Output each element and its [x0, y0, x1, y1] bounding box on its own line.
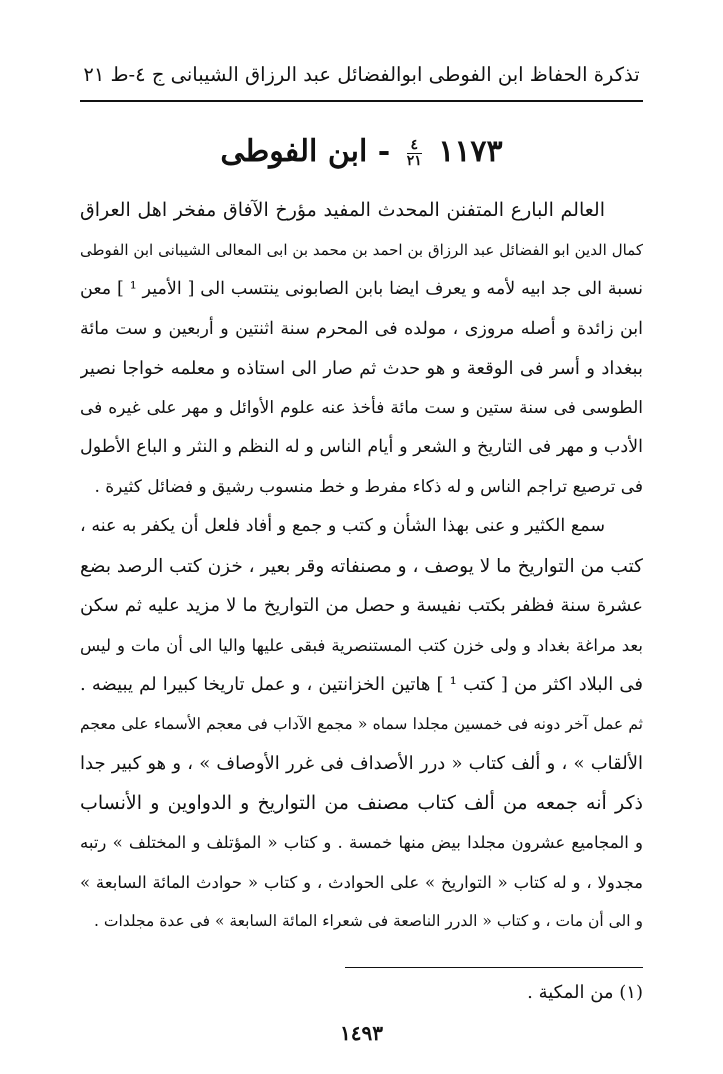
entry-fraction	[407, 138, 422, 169]
biography-text	[80, 191, 643, 942]
text-line: عشرة سنة فظفر بكتب نفيسة و حصل من التواريخ ما لا مزيد عليه ثم سكن	[80, 595, 643, 616]
text-line: فى ترصيع تراجم الناس و له ذكاء مفرط و خط منسوب رشيق و فضائل كثيرة .	[94, 476, 643, 497]
text-line: الألقاب » ، و ألف كتاب « درر الأصداف فى غرر الأوصاف » ، و هو كبير جدا	[80, 753, 643, 774]
entry-title	[80, 130, 643, 174]
text-line: كتب من التواريخ ما لا يوصف ، و مصنفاته وقر بعير ، خزن كتب الرصد بضع	[80, 555, 643, 577]
footnote-divider	[345, 967, 643, 968]
text-line: ذكر أنه جمعه من ألف كتاب مصنف من التواريخ و الدواوين و الأنساب	[80, 791, 643, 814]
text-line: و المجاميع عشرون مجلدا بيض منها خمسة . و كتاب « المؤتلف و المختلف » رتبه	[80, 833, 643, 852]
text-line: ابن زائدة و أصله مروزى ، مولده فى المحرم سنة اثنتين و أربعين و ست مائة	[80, 318, 643, 339]
text-line: الأدب و مهر فى التاريخ و الشعر و أيام الناس و له النظم و النثر و الباع الأطول	[80, 437, 643, 457]
fraction-denominator: ٢١	[406, 152, 422, 169]
entry-dash: -	[377, 134, 391, 169]
entry-number: ١١٧٣	[438, 134, 503, 169]
text-line: بعد مراغة بغداد و ولى خزن كتب المستنصرية فبقى عليها واليا الى أن مات و ليس	[80, 635, 643, 655]
running-head: تذكرة الحفاظ ابن الفوطى ابوالفضائل عبد الرزاق الشيبانى ج ٤-ط ٢١	[83, 63, 640, 86]
fraction-numerator: ٤	[407, 138, 422, 154]
text-line: مجدولا ، و له كتاب « التواريخ » على الحوادث ، و كتاب « حوادث المائة السابعة »	[80, 872, 643, 892]
text-line: ثم عمل آخر دونه فى خمسين مجلدا سماه « مجمع الآداب فى معجم الأسماء على معجم	[80, 714, 643, 733]
text-line: كمال الدين ابو الفضائل عبد الرزاق بن احمد بن محمد بن ابى المعالى الشيبانى ابن الفوطى	[80, 240, 643, 259]
entry-name: ابن الفوطى	[220, 134, 368, 169]
text-line: نسبة الى جد ابيه لأمه و يعرف ايضا بابن الصابونى ينتسب الى [ الأمير ¹ ] معن	[80, 279, 643, 299]
text-line: فى البلاد اكثر من [ كتب ¹ ] هاتين الخزانتين ، و عمل تاريخا كبيرا لم يبيضه .	[80, 674, 643, 695]
text-line: سمع الكثير و عنى بهذا الشأن و كتب و جمع و أفاد فلعل أن يكفر به عنه ،	[80, 516, 605, 536]
text-line: ببغداد و أسر فى الوقعة و هو حدث ثم صار الى استاذه و معلمه خواجا نصير	[80, 358, 643, 379]
page-number: ١٤٩٣	[340, 1021, 383, 1045]
text-line: العالم البارع المتفنن المحدث المفيد مؤرخ الآفاق مفخر اهل العراق	[80, 199, 605, 221]
footnote: (١) من المكية .	[527, 982, 643, 1003]
header-divider	[80, 100, 643, 102]
text-line: و الى أن مات ، و كتاب « الدرر الناصعة فى شعراء المائة السابعة » فى عدة مجلدات .	[94, 912, 643, 930]
text-line: الطوسى فى سنة ستين و ست مائة فأخذ عنه علوم الأوائل و مهر على غيره فى	[80, 397, 643, 418]
